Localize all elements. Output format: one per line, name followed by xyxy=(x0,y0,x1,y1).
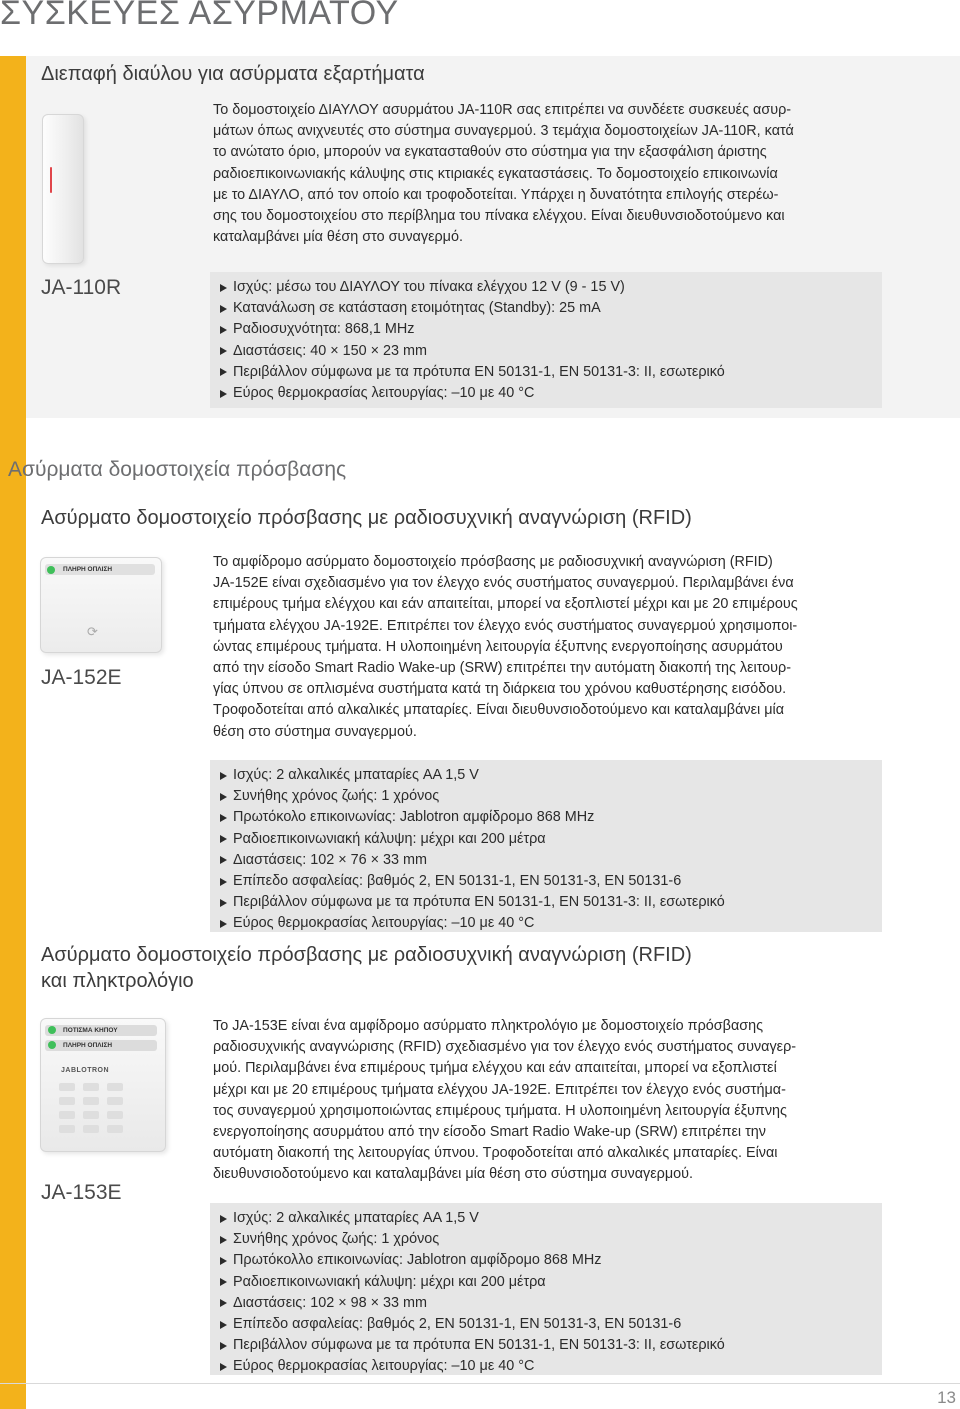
spec-item: Πρωτόκολλο επικοινωνίας: Jablotron αμφίδρομο 868 MHz xyxy=(220,1250,882,1271)
spec-item: Διαστάσεις: 102 × 76 × 33 mm xyxy=(220,850,882,871)
section1-desc-line: το ανώτατο όριο, μπορούν να εγκατασταθούν στο σύστημα για την εξασφάλιση άριστης xyxy=(213,144,767,161)
ja-110r-device-image xyxy=(42,114,84,264)
product1-desc-line: επιμέρους τμήμα ελέγχου και εάν απαιτείται, μπορεί να εξοπλιστεί μέχρι και με 20 επιμέρους xyxy=(213,596,798,613)
spec-item: Επίπεδο ασφαλείας: βαθμός 2, EN 50131-1, EN 50131-3, EN 50131-6 xyxy=(220,871,882,892)
bullet-arrow-icon xyxy=(220,856,227,864)
product2-heading xyxy=(41,942,941,994)
product1-desc-line: θέση στο σύστημα συναγερμού. xyxy=(213,723,417,740)
bullet-arrow-icon xyxy=(220,326,227,334)
bullet-arrow-icon xyxy=(220,1278,227,1286)
spec-item: Ραδιοσυχνότητα: 868,1 MHz xyxy=(220,319,882,340)
section1-heading: Διεπαφή διαύλου για ασύρματα εξαρτήματα xyxy=(41,63,425,85)
spec-item: Διαστάσεις: 102 × 98 × 33 mm xyxy=(220,1293,882,1314)
bullet-arrow-icon xyxy=(220,1257,227,1265)
product2-desc-line: τος συναγερμού χρησιμοποιώντας επιμέρους τμήματα. Η υλοποιημένη λειτουργία έξυπνης xyxy=(213,1102,787,1119)
bullet-arrow-icon xyxy=(220,1321,227,1329)
spec-item: Συνήθης χρόνος ζωής: 1 χρόνος xyxy=(220,786,882,807)
product2-desc-line: αυτόματη διακοπή της λειτουργίας ύπνου. Τροφοδοτείται από αλκαλικές μπαταρίες. Είναι xyxy=(213,1145,778,1162)
spec-item: Ισχύς: 2 αλκαλικές μπαταρίες AA 1,5 V xyxy=(220,765,882,786)
product1-description xyxy=(213,552,953,743)
ja-152e-device-image xyxy=(40,557,162,653)
product1-desc-line: JA-152E είναι σχεδιασμένο για τον έλεγχο ενός συστήματος συναγερμού. Περιλαμβάνει ένα xyxy=(213,575,794,592)
model-ja-153e: JA-153E xyxy=(41,1181,122,1204)
bullet-arrow-icon xyxy=(220,368,227,376)
section1-desc-line: Το δομοστοιχείο ΔΙΑΥΛΟΥ ασυρμάτου JA-110R σας επιτρέπει να συνδέετε συσκευές ασυρ- xyxy=(213,102,792,118)
bullet-arrow-icon xyxy=(220,1299,227,1307)
product1-desc-line: Το αμφίδρομο ασύρματο δομοστοιχείο πρόσβασης με ραδιοσυχνική αναγνώριση (RFID) xyxy=(213,554,773,570)
bullet-arrow-icon xyxy=(220,920,227,928)
bullet-arrow-icon xyxy=(220,1236,227,1244)
rfid-reader-icon: ⟳ xyxy=(87,624,98,639)
keypad-key xyxy=(107,1111,123,1119)
section1-desc-line: ραδιοεπικοινωνιακής κάλυψης στις κτιριακές εγκαταστάσεις. Το δομοστοιχείο επικοινωνία xyxy=(213,165,778,182)
product2-desc-line: Το JA-153E είναι ένα αμφίδρομο ασύρματο πληκτρολόγιο με δομοστοιχείο πρόσβασης xyxy=(213,1018,764,1034)
device-button-label: ΠΛΗΡΗ ΟΠΛΙΣΗ xyxy=(45,1040,157,1051)
section1-specs xyxy=(210,272,882,408)
ja-153e-device-image xyxy=(40,1018,166,1152)
spec-item: Περιβάλλον σύμφωνα με τα πρότυπα EN 50131-1, EN 50131-3: II, εσωτερικό xyxy=(220,1335,882,1356)
section1-desc-line: με το ΔΙΑΥΛΟ, από τον οποίο και τροφοδοτείται. Υπάρχει η δυνατότητα επιλογής στερέω- xyxy=(213,186,779,203)
footer-divider xyxy=(0,1383,960,1384)
spec-item: Ραδιοεπικοινωνιακή κάλυψη: μέχρι και 200 μέτρα xyxy=(220,1272,882,1293)
spec-item: Εύρος θερμοκρασίας λειτουργίας: –10 με 40 °C xyxy=(220,913,882,934)
spec-item: Επίπεδο ασφαλείας: βαθμός 2, EN 50131-1, EN 50131-3, EN 50131-6 xyxy=(220,1314,882,1335)
product2-specs xyxy=(210,1203,882,1375)
keypad-key xyxy=(83,1125,99,1133)
section1-desc-line: καταλαμβάνει μία θέση στο συναγερμό. xyxy=(213,229,463,246)
bullet-arrow-icon xyxy=(220,347,227,355)
status-led-icon xyxy=(50,167,52,193)
bullet-arrow-icon xyxy=(220,1342,227,1350)
product2-desc-line: μέχρι και με 20 επιμέρους τμήματα ελέγχου JA-192E. Επιτρέπει τον έλεγχο ενός συστήμα- xyxy=(213,1081,786,1098)
spec-item: Περιβάλλον σύμφωνα με τα πρότυπα EN 50131-1, EN 50131-3: II, εσωτερικό xyxy=(220,362,882,383)
product1-heading: Ασύρματο δομοστοιχείο πρόσβασης με ραδιοσυχνική αναγνώριση (RFID) xyxy=(41,507,692,529)
keypad-key xyxy=(59,1097,75,1105)
bullet-arrow-icon xyxy=(220,390,227,398)
model-ja-152e: JA-152E xyxy=(41,666,122,689)
spec-item: Ισχύς: 2 αλκαλικές μπαταρίες AA 1,5 V xyxy=(220,1208,882,1229)
section1-desc-line: σης του δομοστοιχείου στο περίβλημα του πίνακα ελέγχου. Είναι διευθυνσιοδοτούμενο και xyxy=(213,208,785,225)
green-led-icon xyxy=(48,1026,56,1034)
product1-desc-line: τμήματα ελέγχου JA-192E. Επιτρέπει τον έλεγχο ενός συστήματος συναγερμού χρησιμοποι- xyxy=(213,617,798,634)
keypad-key xyxy=(83,1111,99,1119)
bullet-arrow-icon xyxy=(220,772,227,780)
spec-item: Ισχύς: μέσω του ΔΙΑΥΛΟΥ του πίνακα ελέγχου 12 V (9 - 15 V) xyxy=(220,277,882,298)
product2-desc-line: ενεργοποίησης ασυρμάτου από την είσοδο Smart Radio Wake-up (SRW) επιτρέπει την xyxy=(213,1124,766,1141)
page-title: ΣΥΣΚΕΥΕΣ ΑΣΥΡΜΑΤΟΥ xyxy=(0,0,399,32)
product2-desc-line: μού. Περιλαμβάνει ένα επιμέρους τμήμα ελέγχου και εάν απαιτείται, μπορεί να εξοπλιστεί xyxy=(213,1060,777,1077)
bullet-arrow-icon xyxy=(220,793,227,801)
product1-desc-line: από την είσοδο Smart Radio Wake-up (SRW) επιτρέπει την αυτόματη διακοπή της λειτουρ- xyxy=(213,660,792,677)
section2-heading: Ασύρματα δομοστοιχεία πρόσβασης xyxy=(8,458,347,481)
bullet-arrow-icon xyxy=(220,1363,227,1371)
accent-bar xyxy=(0,56,26,1409)
spec-item: Πρωτόκολο επικοινωνίας: Jablotron αμφίδρομο 868 MHz xyxy=(220,807,882,828)
green-led-icon xyxy=(48,1041,56,1049)
keypad-key xyxy=(59,1111,75,1119)
keypad-key xyxy=(107,1125,123,1133)
spec-item: Κατανάλωση σε κατάσταση ετοιμότητας (Standby): 25 mA xyxy=(220,298,882,319)
device-button-label: ΠΟΤΙΣΜΑ ΚΗΠΟΥ xyxy=(45,1025,157,1036)
bullet-arrow-icon xyxy=(220,835,227,843)
bullet-arrow-icon xyxy=(220,1215,227,1223)
spec-item: Περιβάλλον σύμφωνα με τα πρότυπα EN 50131-1, EN 50131-3: II, εσωτερικό xyxy=(220,892,882,913)
bullet-arrow-icon xyxy=(220,284,227,292)
product1-desc-line: ώντας επιμέρους τμήματα. Η υλοποιημένη λειτουργία έξυπνης ενεργοποίησης ασυρμάτου xyxy=(213,638,783,655)
model-ja-110r: JA-110R xyxy=(41,276,122,299)
spec-item: Διαστάσεις: 40 × 150 × 23 mm xyxy=(220,341,882,362)
product2-desc-line: διευθυνσιοδοτούμενο και καταλαμβάνει μία θέση στο σύστημα συναγερμού. xyxy=(213,1166,694,1183)
keypad-key xyxy=(83,1083,99,1091)
spec-item: Ραδιοεπικοινωνιακή κάλυψη: μέχρι και 200 μέτρα xyxy=(220,829,882,850)
device-brand-logo: JABLOTRON xyxy=(61,1067,110,1074)
spec-item: Εύρος θερμοκρασίας λειτουργίας: –10 με 40 °C xyxy=(220,383,882,404)
product1-specs xyxy=(210,760,882,932)
bullet-arrow-icon xyxy=(220,899,227,907)
green-led-icon xyxy=(47,566,55,574)
keypad-key xyxy=(59,1125,75,1133)
spec-item: Εύρος θερμοκρασίας λειτουργίας: –10 με 40 °C xyxy=(220,1356,882,1377)
keypad-key xyxy=(83,1097,99,1105)
bullet-arrow-icon xyxy=(220,814,227,822)
section1-description xyxy=(213,100,953,248)
keypad-key xyxy=(107,1097,123,1105)
bullet-arrow-icon xyxy=(220,305,227,313)
page-number: 13 xyxy=(937,1388,956,1407)
product1-desc-line: Τροφοδοτείται από αλκαλικές μπαταρίες. Είναι διευθυνσιοδοτούμενο και καταλαμβάνει μία xyxy=(213,702,785,719)
spec-item: Συνήθης χρόνος ζωής: 1 χρόνος xyxy=(220,1229,882,1250)
product2-desc-line: ραδιοσυχνικής αναγνώρισης (RFID) σχεδιασμένο για τον έλεγχο ενός συστήματος συναγερ- xyxy=(213,1039,797,1056)
keypad-key xyxy=(107,1083,123,1091)
product2-description xyxy=(213,1016,953,1186)
keypad-key xyxy=(59,1083,75,1091)
product2-heading-line: Ασύρματο δομοστοιχείο πρόσβασης με ραδιοσυχνική αναγνώριση (RFID) xyxy=(41,944,692,966)
product2-heading-line: και πληκτρολόγιο xyxy=(41,970,194,992)
device-button-label: ΠΛΗΡΗ ΟΠΛΙΣΗ xyxy=(45,564,155,575)
product1-desc-line: γίας ύπνου σε οπλισμένα συστήματα κατά τη διάρκεια του χρόνου καθυστέρησης εισόδου. xyxy=(213,681,787,698)
bullet-arrow-icon xyxy=(220,878,227,886)
section1-desc-line: μάτων όπως ανιχνευτές στο σύστημα συναγερμού. 3 τεμάχια δομοστοιχείων JA-110R, κατά xyxy=(213,123,794,140)
